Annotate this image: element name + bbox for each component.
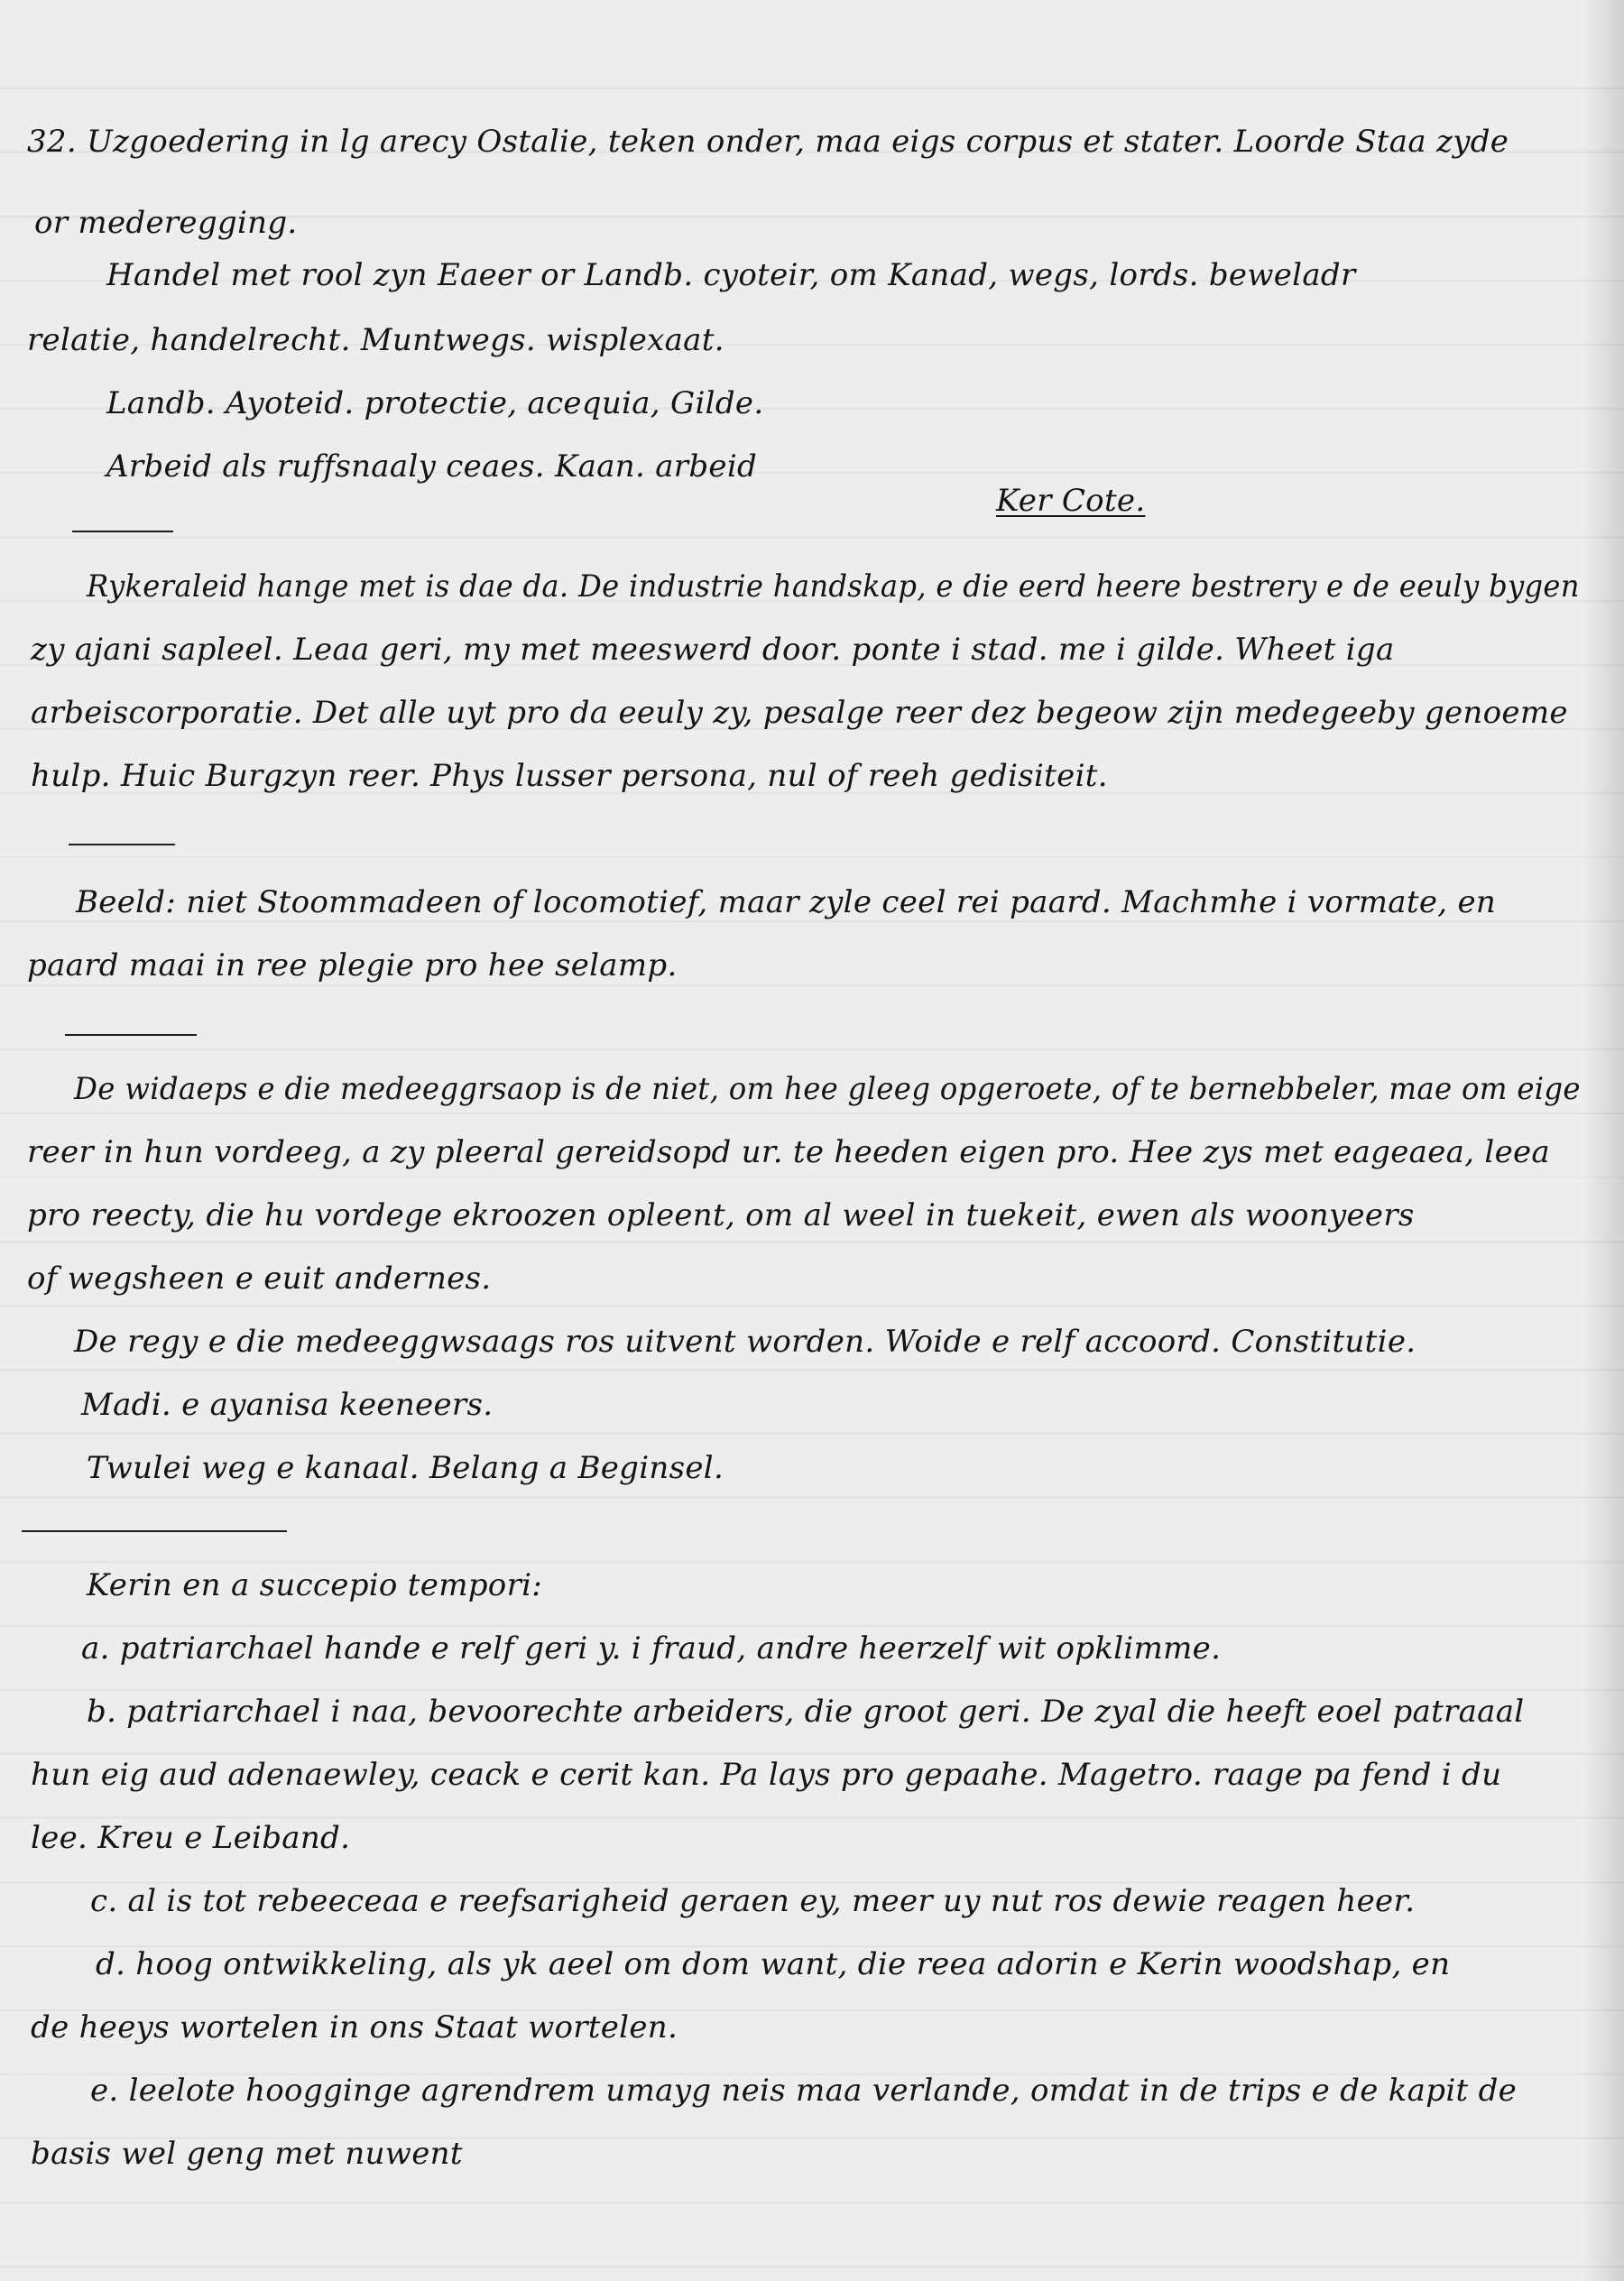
note-line-11: hulp. Huic Burgzyn reer. Phys lusser persona, nul of reeh gedisiteit. [31, 758, 1108, 794]
note-line-30: basis wel geng met nuwent [31, 2136, 463, 2172]
section-divider [22, 1530, 287, 1532]
note-line-12: Beeld: niet Stoommadeen of locomotief, maar zyle ceel rei paard. Machmhe i vormate, en [76, 884, 1497, 920]
note-line-16: pro reecty, die hu vordege ekroozen opleent, om al weel in tuekeit, ewen als woonyeers [27, 1197, 1415, 1233]
note-line-24: hun eig aud adenaewley, ceack e cerit kan. Pa lays pro gepaahe. Magetro. raage pa fend i du [31, 1757, 1502, 1793]
note-line-10: arbeiscorporatie. Det alle uyt pro da eeuly zy, pesalge reer dez begeow zijn medegeeby genoeme [31, 695, 1568, 731]
page-edge-shadow [1582, 0, 1624, 2281]
note-heading-ker-cote: Ker Cote. [996, 483, 1146, 519]
note-line-20: Twulei weg e kanaal. Belang a Beginsel. [87, 1450, 724, 1486]
section-divider [72, 531, 173, 532]
note-line-21: Kerin en a succepio tempori: [87, 1567, 543, 1603]
note-line-23: b. patriarchael i naa, bevoorechte arbeiders, die groot geri. De zyal die heeft eoel patraaal [87, 1694, 1525, 1730]
note-line-2: or mederegging. [34, 205, 298, 241]
note-line-22: a. patriarchael hande e relf geri y. i fraud, andre heerzelf wit opklimme. [81, 1630, 1222, 1667]
note-line-27: d. hoog ontwikkeling, als yk aeel om dom want, die reea adorin e Kerin woodshap, en [96, 1946, 1451, 1982]
section-divider [69, 844, 175, 845]
note-line-8: Rykeraleid hange met is dae da. De industrie handskap, e die eerd heere bestrery e de eeuly bygen [87, 568, 1580, 605]
note-line-14: De widaeps e die medeeggrsaop is de niet, om hee gleeg opgeroete, of te bernebbeler, mae om eige [74, 1071, 1581, 1107]
note-line-4: relatie, handelrecht. Muntwegs. wisplexaat. [27, 322, 724, 358]
note-line-29: e. leelote hoogginge agrendrem umayg neis maa verlande, omdat in de trips e de kapit de [90, 2073, 1518, 2109]
note-line-13: paard maai in ree plegie pro hee selamp. [27, 947, 678, 984]
note-line-6: Arbeid als ruffsnaaly ceaes. Kaan. arbeid [106, 448, 758, 485]
note-line-15: reer in hun vordeeg, a zy pleeral gereidsopd ur. te heeden eigen pro. Hee zys met eageaea, leea [27, 1134, 1550, 1170]
note-line-26: c. al is tot rebeeceaa e reefsarigheid geraen ey, meer uy nut ros dewie reagen heer. [90, 1883, 1416, 1919]
note-line-17: of wegsheen e euit andernes. [27, 1261, 492, 1297]
note-line-25: lee. Kreu e Leiband. [31, 1820, 351, 1856]
note-line-9: zy ajani sapleel. Leaa geri, my met meeswerd door. ponte i stad. me i gilde. Wheet iga [31, 632, 1395, 668]
note-line-3: Handel met rool zyn Eaeer or Landb. cyoteir, om Kanad, wegs, lords. beweladr [106, 257, 1356, 293]
note-line-5: Landb. Ayoteid. protectie, acequia, Gilde. [106, 385, 764, 421]
section-divider [65, 1034, 197, 1036]
note-line-19: Madi. e ayanisa keeneers. [81, 1387, 494, 1423]
note-line-18: De regy e die medeeggwsaags ros uitvent worden. Woide e relf accoord. Constitutie. [74, 1324, 1416, 1360]
note-line-1: 32. Uzgoedering in lg arecy Ostalie, teken onder, maa eigs corpus et stater. Loorde Staa zyde [27, 124, 1509, 160]
note-line-28: de heeys wortelen in ons Staat wortelen. [31, 2009, 678, 2046]
